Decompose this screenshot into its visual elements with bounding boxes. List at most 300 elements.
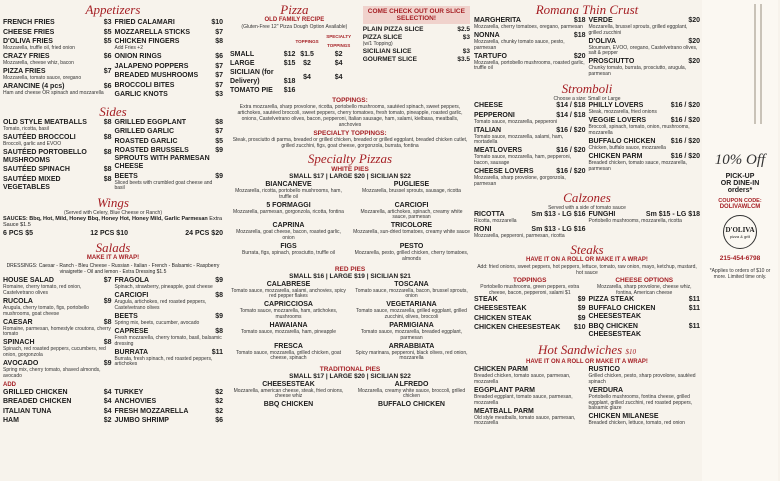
appetizer-item-row [115,29,224,37]
steak-item [589,323,701,339]
salad-add-item [3,398,112,406]
stromboli-item [474,168,586,187]
appetizer-item-price: $5 [103,38,112,45]
steaks-toppings-heading: TOPPINGS [513,276,547,284]
stromboli-item [474,147,586,166]
appetizer-item [3,19,112,27]
red-pies-prices: SMALL $16 | LARGE $19 | SICILIAN $21 [289,272,411,280]
salad-item-name: RUCOLA [3,297,33,305]
side-item [3,149,112,165]
salad-item-price: $7 [103,277,112,285]
salad-item [3,277,112,296]
salads-add-label: ADD [3,381,16,388]
appetizer-item-desc: Ham and cheese OR spinach and mozzarella [3,90,104,97]
appetizer-item-price: $8 [215,38,223,45]
salad-add-item [3,417,112,425]
salad-add-item-price: $6 [215,417,223,425]
romana-item-price: $18 [573,17,586,24]
appetizer-item-price: $7 [215,28,223,36]
pie-desc: Spicy marinara, pepperoni, black olives, red onion, mozzarella [355,349,468,362]
stromboli-column [589,102,701,189]
specialty-toppings-heading: SPECIALTY TOPPINGS: [313,130,387,137]
pizza-topping-price [295,86,318,95]
stromboli-item-name: ITALIAN [474,126,502,134]
steak-item-name: CHICKEN STEAK [474,314,532,322]
salads-heading: Salads [95,240,131,256]
appetizer-item-name: FRENCH FRIES [3,19,55,26]
steak-item-name: STEAK [474,295,498,303]
appetizer-item-name: ARANCINE (4 pcs) [3,83,65,91]
romana-item-name: NONNA [474,32,500,40]
column-pizza [230,0,470,481]
pizza-size-name: SMALL [230,51,255,58]
romana-item [474,53,586,72]
calzone-item-price: Sm $13 - LG $16 [531,210,586,218]
pie-name: PARMIGIANA [389,322,434,330]
salad-add-item [115,417,224,425]
appetizer-item-row [115,63,224,71]
salad-item [3,360,112,379]
steak-item [589,305,701,321]
romana-item-desc: Mozzarella, cherry tomatoes, oregano, parmesan [474,24,583,30]
pizza-specialty-price: $2 [334,51,343,58]
steak-item-row [474,305,586,313]
side-item [115,119,224,127]
side-item-name: SAUTÉED SPINACH [3,166,70,174]
slices-list [363,26,470,64]
pizza-size-name: SICILIAN (for Delivery) [230,69,274,85]
appetizer-item-row [115,91,224,99]
appetizer-item-name: ONION RINGS [114,53,162,61]
pie-desc: Tomato sauce, mozzarella, bacon, brussel sprouts, onion [355,287,468,300]
side-item-row [3,176,112,192]
coupon-label: COUPON CODE: [718,198,762,204]
appetizer-item-name: BREADED MUSHROOMS [114,72,199,80]
steaks-list-2 [589,296,701,339]
side-item-price: $8 [103,148,112,156]
hot-sandwich-item-name: VERDURA [588,387,624,395]
salad-add-item-name: HAM [3,417,19,425]
hot-sandwich-item [589,387,701,412]
side-item-price: $5 [215,137,223,145]
calzone-item-name: RICOTTA [474,210,505,218]
wings-price-option [90,230,128,237]
romana-item-name: MARGHERITA [474,17,521,24]
pie-desc: Tomato sauce, mozzarella, grilled chicken, goat cheese, spinach [235,349,342,362]
steak-item-price: $11 [688,322,700,330]
hot-sandwich-item-name: CHICKEN MILANESE [588,413,659,421]
salad-item-desc: Spinach, strawberry, pineapple, goat cheese [114,284,213,291]
cheese-options-heading: CHEESE OPTIONS [615,276,674,284]
appetizer-item-name: GARLIC KNOTS [114,91,168,99]
pie-name: TOSCANA [394,280,429,288]
salad-add-item-name: BREADED CHICKEN [3,398,72,406]
wings-sauces: SAUCES: Bbq, Hot, Mild, Honey Bbq, Honey Hot, Honey Mild, Garlic Parmesan [3,216,208,223]
pie-name: FIGS [280,243,297,251]
salad-item-desc: Spring mix, beets, cucumber, avocado [114,320,200,327]
salad-add-item [115,389,224,397]
slice-price: $3 [462,47,470,55]
pie-item [353,181,470,200]
toppings-list: Extra mozzarella, sharp provolone, ricotta, portobello mushrooms, sautéed spinach, sweet peppers, artichokes, sautéed broccoli, sweet peppers, cherry tomatoes, fresh tomato, pineapple, roasted garlic, onions, Castelvetrano olives, bacon, pepperoni, Italian sausage, ham, salami, kielbasa, meatballs, anchovies [237,104,463,128]
stromboli-item-desc: Mozzarella, sharp provolone, gorgonzola, parmesan [474,175,566,187]
calzone-item-desc: Portobello mushrooms, mozzarella, ricotta [588,217,682,224]
wings-price-label: 12 PCS [90,230,115,238]
calzone-item [474,211,586,225]
appetizer-column [3,19,112,101]
side-item-row [115,138,224,146]
salad-item [115,328,224,347]
side-item-price: $9 [215,172,223,180]
salad-add-item-row [115,417,224,425]
steak-item-price: $9 [577,305,586,313]
pizza-size-price: $16 [283,87,296,94]
calzone-item-price: Sm $15 - LG $18 [645,210,700,218]
calzone-column [474,211,586,241]
stromboli-list [474,102,700,189]
stromboli-item-price: $16 / $20 [556,126,586,134]
salad-item-name: SPINACH [3,339,35,347]
romana-item-price: $20 [688,58,700,66]
appetizer-item [115,38,224,52]
pizza-size-cell [230,86,295,95]
pie-item [353,322,470,341]
stromboli-item-name: MEATLOVERS [474,147,523,155]
salad-item [3,298,112,317]
steak-item [589,296,701,304]
pie-name: CHEESESTEAK [262,380,315,388]
hot-sandwich-item-desc: Breaded chicken, tomato sauce, parmesan, mozzarella [474,373,571,385]
column-romana-steaks [474,0,700,481]
pizza-specialty-price: $4 [334,73,343,81]
calzones-note: Served with a side of tomato sauce [548,204,626,211]
salad-item-name: CAESAR [3,318,33,326]
stromboli-item-name: CHEESE LOVERS [474,168,534,176]
romana-item [474,32,586,51]
salad-add-item-price: $4 [103,388,112,396]
romana-item-desc: Mozzarella, brussel sprouts, grilled eggplant, grilled zucchini [588,24,688,36]
salad-item-name: BEETS [114,313,138,321]
salad-add-item-price: $2 [215,388,223,396]
side-item-row [115,128,224,136]
slice-price: $3 [462,34,470,41]
white-pies-grid [230,181,470,264]
pizza-recipe: OLD FAMILY RECIPE [264,17,325,23]
hot-sandwich-column [474,366,586,428]
salad-add-item-row [115,408,224,416]
hot-sandwiches-heading [474,343,700,359]
slice-price: $3.5 [457,55,470,63]
salad-add-item [115,408,224,416]
salad-item-price: $8 [215,292,223,300]
stromboli-item-name: PEPPERONI [474,111,515,119]
stromboli-item-desc: Tomato sauce, mozzarella, salami, ham, mortadella [474,133,564,146]
romana-item-name: PROSCIUTTO [588,58,635,66]
side-item-row [3,149,112,165]
salad-add-item [3,408,112,416]
calzones-list [474,211,700,241]
pizza-size-name: TOMATO PIE [230,87,273,94]
stromboli-item [589,102,701,116]
cheese-options-desc: Mozzarella, sharp provolone, cheese whiz, fontina, American cheese [597,283,692,296]
stromboli-item [589,117,701,136]
pizza-size-price: $12 [283,51,296,58]
romana-item-desc: Stoumam, EVOO, oregano, Castelvetrano olives, salt & pepper [588,44,698,57]
steaks-add-note: Add: fried onions, sweet peppers, hot peppers, lettuce, tomato, raw onion, mayo, ketchup, mustard, hot sauce [477,263,697,276]
calzone-item-name: FUNGHI [588,210,616,218]
romana-item [474,17,586,31]
pizza-size-cell [230,50,295,59]
pizza-topping-price: $1.5 [300,51,314,58]
pie-item [353,202,470,221]
pie-item [353,281,470,300]
hot-sandwich-item-name: RUSTICO [588,366,620,374]
romana-item-desc: Mozzarella, chunky tomato sauce, pesto, parmesan [474,39,565,51]
slice-name: PLAIN PIZZA SLICE [362,26,424,33]
romana-column [474,17,586,79]
steak-item-row [474,315,586,323]
calzone-item-price: Sm $13 - LG $16 [531,225,586,233]
side-item-name: SAUTÉED MIXED VEGETABLES [3,175,61,191]
stromboli-item-desc: Chicken, buffalo sauce, mozzarella [588,144,666,151]
pie-desc: Mozzarella, goat cheese, bacon, roasted garlic, onion [236,229,341,241]
hot-sandwich-item [474,366,586,385]
side-item-row [115,119,224,127]
stromboli-item-name: BUFFALO CHICKEN [588,137,656,145]
pizza-price-table [230,32,359,95]
appetizer-item [115,91,224,99]
side-item-name: OLD STYLE MEATBALLS [3,118,87,126]
appetizer-column [115,19,224,101]
romana-item-desc: Chunky tomato, burrata, prosciutto, arugula, parmesan [588,65,687,77]
traditional-pies-heading: TRADITIONAL PIES [319,365,381,373]
pie-item [353,243,470,262]
side-item-price: $8 [103,133,112,141]
appetizer-item-price: $3 [103,19,112,26]
appetizer-item-desc: Mozzarella, truffle oil, fried onion [3,45,75,51]
specialty-toppings-list: Steak, prosciutto di parma, breaded or grilled chicken, breaded or grilled eggplant, breaded chicken cutlet, grilled zucchini, figs, goat cheese, gorgonzola, burrata, fontina [232,137,468,149]
pie-item [230,202,347,221]
stromboli-item-price: $14 / $18 [556,111,586,119]
promo-panel [702,0,778,481]
steak-item-name: PIZZA STEAK [588,295,635,303]
pie-desc: Burrata, figs, spinach, prosciutto, truffle oil [241,250,335,257]
stromboli-item-name: PHILLY LOVERS [588,102,644,110]
salad-add-item-row [3,389,112,397]
stromboli-item [589,153,701,172]
traditional-pies-grid [230,381,470,411]
hot-sandwich-item-desc: Grilled chicken, pesto, sharp provolone, sautéed spinach [588,373,696,385]
stromboli-column [474,102,586,189]
pizza-size-cell [230,68,295,86]
pizza-size-row [230,86,359,95]
toppings-heading: TOPPINGS: [332,97,368,104]
steak-item-price: $11 [688,305,700,313]
salad-item-name: FRAGOLA [114,277,150,285]
slice-note: (w/1 Topping) [362,41,393,47]
stromboli-item-price: $14 / $18 [556,102,586,110]
specialty-pizzas-heading: Specialty Pizzas [307,151,393,166]
salad-item-price: $9 [103,297,112,305]
side-column [3,119,112,194]
pizza-size-cell [230,59,295,68]
steaks-wrap-note: HAVE IT ON A ROLL OR MAKE IT A WRAP! [526,256,648,263]
hot-sandwich-item [474,387,586,406]
side-item-row [3,166,112,174]
side-item-price: $8 [103,118,112,126]
calzone-item-desc: Ricotta, mozzarella [474,217,517,224]
romana-item-desc: Mozzarella, portobello mushrooms, roasted garlic, truffle oil [474,59,585,72]
steak-item-row [589,305,701,321]
appetizer-item [115,63,224,71]
pizza-heading: Pizza [280,2,309,17]
salad-item-desc: Fresh mozzarella, cherry tomato, basil, balsamic dressing [114,335,222,347]
wings-note: (Served with Celery, Blue Cheese or Ranch) [63,210,162,217]
stromboli-item [474,102,586,110]
appetizer-item [3,83,112,97]
appetizer-item [115,72,224,80]
salad-add-item-row [3,417,112,425]
side-item [115,128,224,136]
side-item-desc: Broccoli, garlic and EVOO [3,140,62,147]
steak-item [474,324,586,332]
appetizer-item-name: PIZZA FRIES [3,68,46,76]
side-item [3,176,112,192]
pie-desc: Tomato sauce, mozzarella, ham, pineapple [240,329,337,336]
wings-price-option [3,230,33,237]
appetizer-item [3,29,112,37]
pie-item [230,343,347,362]
salad-item-desc: Spinach, red roasted peppers, cucumbers, red onion, gorgonzola [3,346,106,358]
hot-sandwich-item-desc: Breaded eggplant, tomato sauce, parmesan, mozzarella [474,394,573,406]
slice-row [363,26,470,34]
red-pies-heading: RED PIES [334,265,366,273]
appetizer-item-name: MOZZARELLA STICKS [114,28,191,36]
pie-item [230,243,347,262]
pizza-topping-price: $2 [303,60,311,67]
hot-sandwich-item [589,366,701,385]
pizza-size-row [230,59,359,68]
pie-item [230,181,347,200]
salad-add-item-price: $2 [103,417,112,425]
side-item [3,134,112,148]
appetizer-item-row [115,53,224,61]
pizza-size-row [230,50,359,59]
hot-sandwich-item-desc: Old style meatballs, tomato sauce, parmesan, mozzarella [474,414,576,427]
stromboli-heading: Stromboli [561,81,613,97]
romana-heading: Romana Thin Crust [535,2,639,17]
appetizer-item [115,53,224,61]
salad-item-price: $8 [215,328,223,336]
wings-price-value: $5 [25,230,33,238]
steak-item-name: BBQ CHICKEN CHEESESTEAK [588,322,642,338]
hot-sandwiches-list [474,366,700,428]
salad-item-price: $9 [215,277,223,285]
pie-item [230,222,347,241]
appetizer-item-price: $10 [211,19,223,26]
appetizers-list [3,19,223,101]
promo-discount: 10% Off [714,152,766,168]
coupon-code: DOLIVAWLCM [719,204,761,210]
salad-item-price: $11 [211,348,223,356]
pie-name: ARRABBIATA [388,342,435,350]
pie-name: BUFFALO CHICKEN [378,401,445,409]
pie-desc: Mozzarella, artichokes, spinach, creamy white sauce, parmesan [360,208,463,221]
pie-name: VEGETARIANA [386,301,437,309]
red-pies-grid [230,281,470,364]
stromboli-item [589,138,701,152]
calzone-item-desc: Mozzarella, pepperoni, parmesan, ricotta [474,232,565,239]
pie-item [230,322,347,341]
pizza-size-price: $18 [283,78,296,85]
salad-item [115,349,224,368]
salad-item-name: CARCIOFI [114,292,149,300]
slice-selection-banner: COME CHECK OUT OUR SLICE SELECTION! [363,6,470,24]
salad-item-name: AVOCADO [3,360,39,368]
salad-item [3,339,112,358]
side-item [3,119,112,133]
side-item [115,173,224,192]
stromboli-item-name: CHICKEN PARM [588,152,643,160]
salad-add-item-price: $2 [215,398,223,406]
pie-item [230,381,347,400]
promo-line-2: OR DINE-IN [720,180,760,187]
romana-item-name: VERDE [588,17,613,24]
appetizers-heading: Appetizers [85,2,141,17]
calzones-heading: Calzones [563,189,611,205]
side-item-name: SAUTÉED BROCCOLI [3,133,76,141]
pie-name: PUGLIESE [393,181,430,188]
side-item-price: $9 [215,147,223,155]
salad-add-item-name: JUMBO SHRIMP [114,417,169,425]
appetizer-item-name: BROCCOLI BITES [114,81,175,89]
stromboli-item [474,127,586,146]
wings-heading: Wings [97,195,129,211]
salad-item [115,292,224,311]
salad-item-desc: Burrata, fresh spinach, red roasted peppers, artichokes [114,355,213,368]
appetizer-item [3,53,112,67]
pie-name: CARCIOFI [394,201,429,209]
appetizer-item-row [3,19,112,27]
steaks-toppings-desc: Portobello mushrooms, green peppers, extra cheese, bacon, pepperoni, salami $1 [480,283,580,296]
stromboli-item-price: $16 / $20 [670,117,700,125]
pie-item [353,343,470,362]
stromboli-item-price: $16 / $20 [556,168,586,176]
side-item-desc: Sliced beets with crumbled goat cheese and basil [114,179,213,192]
salad-add-item-row [115,389,224,397]
hot-sandwiches-price: $10 [625,348,636,357]
pie-desc: Mozzarella, american cheese, steak, fried onions, cheese whiz [233,387,344,400]
hot-sandwich-item-name: EGGPLANT PARM [474,387,535,395]
pizza-table-header: SPECIALTY TOPPINGS [326,34,352,48]
hot-sandwiches-wrap-note: HAVE IT ON A ROLL OR MAKE IT A WRAP! [526,359,648,366]
salad-column [115,277,224,380]
traditional-pies-prices: SMALL $17 | LARGE $20 | SICILIAN $22 [289,372,411,380]
pizza-specialty-price: $4 [334,60,343,67]
appetizer-item-name: D'OLIVA FRIES [3,38,53,45]
pie-desc: Mozzarella, sun-dried tomatoes, creamy white sauce [353,229,470,236]
white-pies-heading: WHITE PIES [331,166,369,173]
stromboli-item-desc: Tomato sauce, mozzarella, pepperoni [474,118,558,125]
wings-extra-sauce: Extra Sauce $1.5 [3,216,223,229]
pie-desc: Tomato sauce, mozzarella, salami, anchovies, spicy red pepper flakes [231,287,346,300]
appetizer-item [115,29,224,37]
side-item [3,166,112,174]
wings-price-label: 6 PCS [3,230,24,238]
romana-item-price: $20 [688,37,700,45]
promo-fine-print: *Applies to orders of $10 or more. Limited time only. [709,268,771,280]
salad-item-price: $8 [103,318,112,326]
